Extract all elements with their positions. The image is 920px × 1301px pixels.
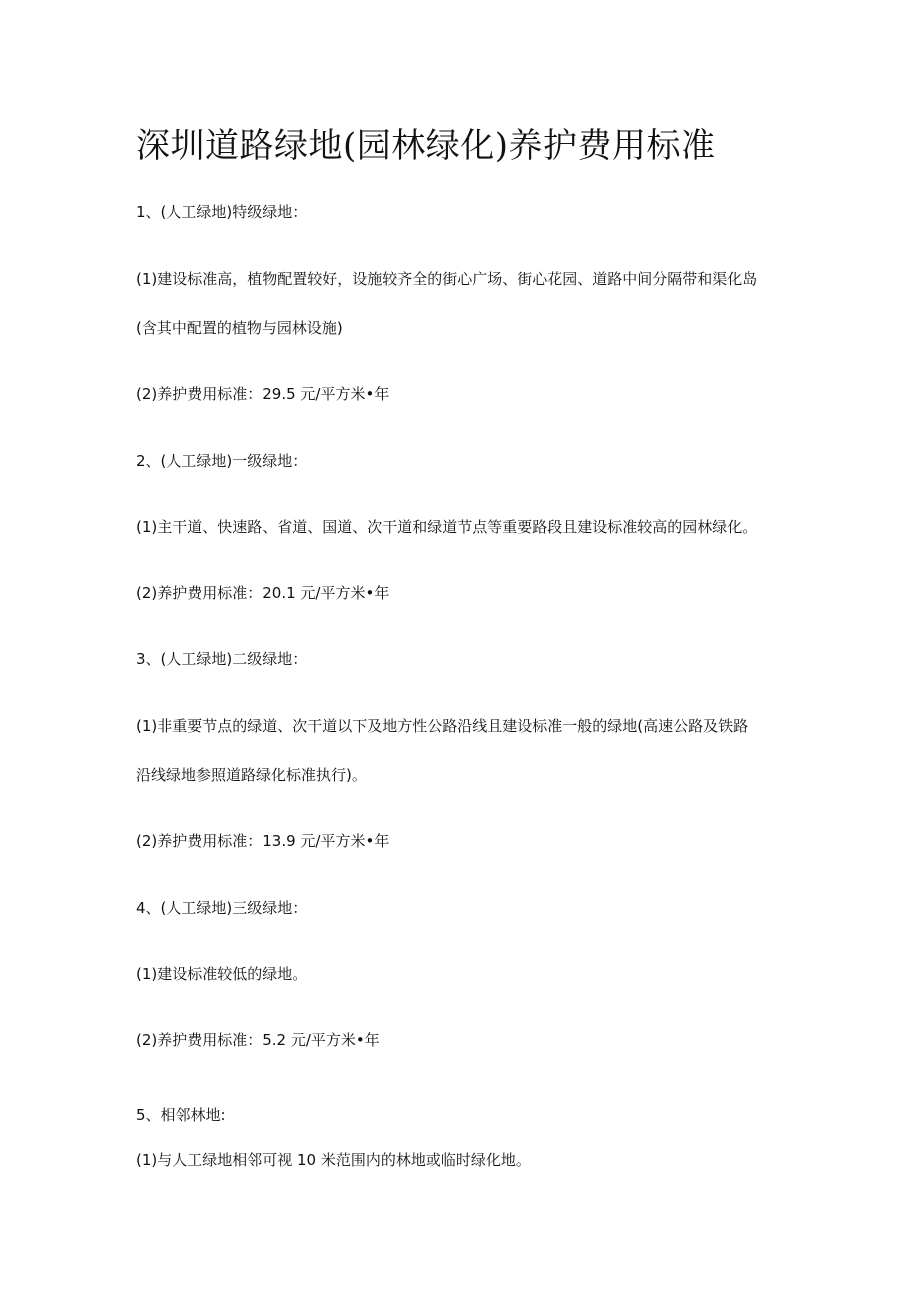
section-3-item-1-continued: 沿线绿地参照道路绿化标准执行)。: [136, 766, 367, 784]
section-1-item-2: (2)养护费用标准：29.5 元/平方米•年: [136, 385, 390, 403]
section-2-heading: 2、(人工绿地)一级绿地：: [136, 452, 308, 470]
section-1-heading: 1、(人工绿地)特级绿地：: [136, 203, 308, 221]
section-5-item-1: (1)与人工绿地相邻可视 10 米范围内的林地或临时绿化地。: [136, 1151, 531, 1169]
section-2-item-1: (1)主干道、快速路、省道、国道、次干道和绿道节点等重要路段且建设标准较高的园林绿化。: [136, 518, 758, 536]
section-4-heading: 4、(人工绿地)三级绿地：: [136, 899, 308, 917]
document-title: 深圳道路绿地(园林绿化)养护费用标准: [136, 126, 716, 166]
section-3-item-2: (2)养护费用标准：13.9 元/平方米•年: [136, 832, 390, 850]
section-4-item-1: (1)建设标准较低的绿地。: [136, 965, 308, 983]
section-4-item-2: (2)养护费用标准：5.2 元/平方米•年: [136, 1031, 380, 1049]
section-1-item-1: (1)建设标准高，植物配置较好，设施较齐全的街心广场、街心花园、道路中间分隔带和渠化岛: [136, 270, 758, 288]
section-2-item-2: (2)养护费用标准：20.1 元/平方米•年: [136, 584, 390, 602]
section-3-item-1: (1)非重要节点的绿道、次干道以下及地方性公路沿线且建设标准一般的绿地(高速公路及铁路: [136, 717, 749, 735]
section-5-heading: 5、相邻林地:: [136, 1106, 226, 1124]
section-1-item-1-continued: (含其中配置的植物与园林设施): [136, 319, 343, 337]
section-3-heading: 3、(人工绿地)二级绿地：: [136, 650, 308, 668]
